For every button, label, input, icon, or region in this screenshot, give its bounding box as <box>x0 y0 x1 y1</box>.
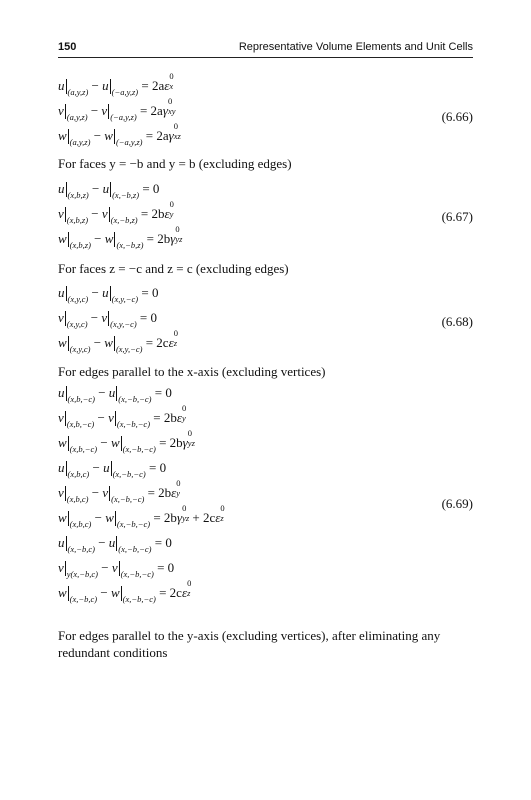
equation-row <box>58 285 158 302</box>
equation-result: = 2b <box>137 206 165 221</box>
rhs-variable: u <box>102 285 109 300</box>
sup-sub-script <box>187 428 195 452</box>
rhs-subscript: (x,y,−c) <box>111 294 139 304</box>
evaluation-bar <box>66 461 67 476</box>
minus-sign: − <box>94 410 109 425</box>
superscript-zero: 0 <box>169 199 174 209</box>
superscript-zero: 0 <box>176 478 181 488</box>
evaluation-bar <box>111 461 112 476</box>
rhs-variable: w <box>110 435 120 450</box>
minus-sign: − <box>88 206 102 221</box>
strain-symbol: γ <box>162 103 168 118</box>
evaluation-bar <box>110 286 111 301</box>
rhs-variable: u <box>102 181 110 196</box>
strain-subscript: y <box>182 413 186 423</box>
equation-result: = 0 <box>151 535 172 550</box>
lhs-subscript: (x,−b,c) <box>67 544 95 554</box>
lhs-variable: w <box>58 435 67 450</box>
evaluation-bar <box>119 561 120 576</box>
equation-result: = 2c <box>155 585 182 600</box>
rhs-subscript: (x,−b,z) <box>116 240 144 250</box>
superscript-zero: 0 <box>187 578 192 588</box>
evaluation-bar <box>121 436 122 451</box>
rhs-subscript: (x,−b,−c) <box>116 519 151 529</box>
equation-row <box>58 121 181 147</box>
rhs-subscript: (x,−b,−c) <box>120 569 154 579</box>
equation-result: = 0 <box>145 460 167 475</box>
rhs-variable: u <box>108 385 116 400</box>
minus-sign: − <box>88 181 103 196</box>
paragraph-edges-x: For edges parallel to the x-axis (excluding vertices) <box>58 364 326 379</box>
equation-row <box>58 199 174 225</box>
equation-row <box>58 385 172 402</box>
evaluation-bar <box>110 79 111 94</box>
minus-sign: − <box>88 285 103 300</box>
equation-number-6-69: (6.69) <box>441 496 473 511</box>
sup-sub-script <box>173 121 181 145</box>
strain-symbol: γ <box>170 231 176 246</box>
equation-row <box>58 71 174 97</box>
rhs-variable: w <box>104 335 113 350</box>
evaluation-bar <box>66 286 67 301</box>
rhs-subscript: (x,−b,−c) <box>112 469 146 479</box>
evaluation-bar <box>65 207 66 222</box>
evaluation-bar <box>65 104 66 119</box>
rhs-variable: v <box>101 310 108 325</box>
evaluation-bar <box>66 79 67 94</box>
strain-subscript: z <box>173 338 177 348</box>
evaluation-bar <box>110 182 111 197</box>
lhs-subscript: (x,b,z) <box>69 240 91 250</box>
strain-symbol: γ <box>182 435 188 450</box>
rhs-subscript: (x,−b,−c) <box>111 494 145 504</box>
equation-row <box>58 181 159 198</box>
equation-result: = 2b <box>155 435 183 450</box>
strain-symbol: ε <box>181 585 188 600</box>
strain-subscript: x <box>169 81 174 91</box>
page-number: 150 <box>58 41 77 53</box>
rhs-variable: w <box>104 128 113 143</box>
strain-subscript: yz <box>175 234 183 244</box>
paragraph-edges-y: For edges parallel to the y-axis (excluding vertices), after eliminating any redundant conditions <box>58 628 441 660</box>
strain-symbol: ε <box>168 335 174 350</box>
sup-sub-script <box>220 503 225 527</box>
lhs-variable: v <box>58 485 64 500</box>
strain-symbol: ε <box>164 206 170 221</box>
evaluation-bar <box>66 386 67 401</box>
paragraph-faces-y: For faces y = −b and y = b (excluding edges) <box>58 156 292 171</box>
equation-result: = 2c <box>142 335 169 350</box>
lhs-variable: v <box>58 103 64 118</box>
running-title: Representative Volume Elements and Unit Cells <box>238 41 473 53</box>
sup-sub-script <box>182 403 187 427</box>
rhs-variable: v <box>108 410 114 425</box>
equation-number-6-67: (6.67) <box>441 209 473 224</box>
evaluation-bar <box>109 486 110 501</box>
rhs-variable: v <box>101 103 108 118</box>
minus-sign: − <box>91 510 106 525</box>
lhs-variable: w <box>58 335 67 350</box>
equation-result: = 2b <box>150 410 177 425</box>
lhs-variable: v <box>58 560 64 575</box>
superscript-zero: 0 <box>173 328 178 338</box>
rhs-subscript: (−a,y,z) <box>115 137 143 147</box>
lhs-subscript: (a,y,z) <box>67 87 89 97</box>
equation-row <box>58 428 195 454</box>
lhs-variable: v <box>58 206 64 221</box>
equation-result: = 0 <box>136 310 158 325</box>
rhs-variable: w <box>105 510 114 525</box>
strain-subscript: z <box>220 513 224 523</box>
equation-result: = 0 <box>151 385 172 400</box>
minus-sign: − <box>97 435 111 450</box>
rhs-subscript: (x,−b,−c) <box>116 419 151 429</box>
lhs-subscript: (x,b,c) <box>69 519 92 529</box>
evaluation-bar <box>109 207 110 222</box>
evaluation-bar <box>114 129 115 144</box>
equation-result: = 2b <box>144 485 172 500</box>
strain-subscript: z <box>187 588 191 598</box>
rhs-subscript: (x,−b,−c) <box>118 544 152 554</box>
lhs-variable: u <box>58 285 65 300</box>
minus-sign: − <box>98 560 112 575</box>
strain-subscript: y <box>169 209 174 219</box>
lhs-variable: w <box>58 585 67 600</box>
strain-symbol: ε <box>215 510 221 525</box>
rhs-subscript: (x,y,−c) <box>110 319 137 329</box>
rhs-variable: v <box>101 206 108 221</box>
equation-row <box>58 503 225 529</box>
sup-sub-script <box>169 71 174 95</box>
rhs-variable: v <box>102 485 109 500</box>
lhs-variable: w <box>58 128 67 143</box>
superscript-zero: 0 <box>187 428 193 438</box>
strain-subscript: yz <box>182 513 190 523</box>
minus-sign: − <box>87 310 102 325</box>
equation-result: = 2b <box>143 231 171 246</box>
rhs-subscript: (x,−b,z) <box>110 215 138 225</box>
evaluation-bar <box>68 511 69 526</box>
equation-result: = 0 <box>153 560 175 575</box>
evaluation-bar <box>68 586 69 601</box>
evaluation-bar <box>65 486 66 501</box>
lhs-subscript: (x,y,c) <box>67 294 89 304</box>
equation-row <box>58 403 187 429</box>
equation-result: = 2a <box>138 78 165 93</box>
evaluation-bar <box>68 129 69 144</box>
equation-number-6-68: (6.68) <box>441 314 473 329</box>
equation-row <box>58 96 176 122</box>
superscript-zero: 0 <box>167 96 173 106</box>
paragraph-faces-z: For faces z = −c and z = c (excluding edges) <box>58 261 289 276</box>
rhs-variable: u <box>103 460 110 475</box>
equation-row <box>58 328 178 354</box>
rhs-subscript: (x,−b,−c) <box>122 444 156 454</box>
minus-sign: − <box>90 231 105 246</box>
strain-subscript: xy <box>167 106 176 116</box>
rhs-variable: w <box>110 585 120 600</box>
rhs-variable: w <box>104 231 114 246</box>
rhs-subscript: (x,−b,−c) <box>122 594 156 604</box>
superscript-zero: 0 <box>182 403 187 413</box>
rhs-subscript: (−a,y,z) <box>110 112 137 122</box>
sup-sub-script <box>173 328 178 352</box>
evaluation-bar <box>115 411 116 426</box>
lhs-variable: u <box>58 460 65 475</box>
equation-row <box>58 578 192 604</box>
lhs-subscript: (x,b,c) <box>67 469 90 479</box>
minus-sign: − <box>97 585 111 600</box>
lhs-subscript: (x,b,z) <box>66 215 89 225</box>
strain-subscript: yz <box>187 438 195 448</box>
strain-symbol: ε <box>176 410 183 425</box>
lhs-variable: w <box>58 510 67 525</box>
equation-row <box>58 535 172 552</box>
evaluation-bar <box>115 511 116 526</box>
evaluation-bar <box>68 232 69 247</box>
sup-sub-script <box>187 578 192 602</box>
lhs-variable: u <box>58 535 65 550</box>
sup-sub-script <box>182 503 190 527</box>
lhs-subscript: (x,−b,c) <box>69 594 98 604</box>
evaluation-bar <box>65 561 66 576</box>
equation-result: = 2a <box>136 103 163 118</box>
equation-row <box>58 310 157 327</box>
minus-sign: − <box>94 535 109 550</box>
equation-row <box>58 560 174 577</box>
lhs-variable: u <box>58 181 65 196</box>
lhs-subscript: (x,b,z) <box>67 190 89 200</box>
evaluation-bar <box>114 336 115 351</box>
running-header <box>58 38 473 56</box>
sup-sub-script <box>176 478 181 502</box>
superscript-zero: 0 <box>182 503 187 513</box>
lhs-subscript: y(x,−b,c) <box>66 569 98 579</box>
strain-symbol: ε <box>164 78 170 93</box>
lhs-variable: u <box>58 78 65 93</box>
minus-sign: − <box>90 335 105 350</box>
rhs-subscript: (x,−b,−c) <box>118 394 152 404</box>
strain-symbol: ε <box>171 485 177 500</box>
rhs-subscript: (−a,y,z) <box>111 87 139 97</box>
minus-sign: − <box>90 128 105 143</box>
superscript-zero: 0 <box>220 503 225 513</box>
equation-result: = 0 <box>138 285 159 300</box>
equation-number-6-66: (6.66) <box>441 109 473 124</box>
lhs-subscript: (x,b,−c) <box>69 444 98 454</box>
evaluation-bar <box>66 536 67 551</box>
sup-sub-script <box>167 96 176 120</box>
equation-row <box>58 224 183 250</box>
sup-sub-script <box>175 224 183 248</box>
lhs-variable: v <box>58 410 64 425</box>
lhs-variable: w <box>58 231 67 246</box>
header-rule <box>58 57 473 58</box>
rhs-variable: u <box>102 78 109 93</box>
lhs-subscript: (x,b,−c) <box>66 419 95 429</box>
lhs-subscript: (x,b,c) <box>66 494 89 504</box>
minus-sign: − <box>87 103 102 118</box>
lhs-variable: v <box>58 310 64 325</box>
minus-sign: − <box>89 460 104 475</box>
equation-result: = 2b <box>150 510 177 525</box>
rhs-subscript: (x,−b,z) <box>112 190 140 200</box>
equation-row <box>58 460 166 477</box>
rhs-variable: u <box>108 535 116 550</box>
lhs-subscript: (a,y,z) <box>69 137 91 147</box>
strain-symbol: γ <box>176 510 183 525</box>
rhs-variable: v <box>111 560 118 575</box>
equation-result: = 2a <box>142 128 169 143</box>
evaluation-bar <box>68 336 69 351</box>
equation-result: = 0 <box>139 181 160 196</box>
superscript-zero: 0 <box>173 121 178 131</box>
rhs-subscript: (x,y,−c) <box>115 344 143 354</box>
superscript-zero: 0 <box>169 71 174 81</box>
minus-sign: − <box>88 78 103 93</box>
lhs-subscript: (x,b,−c) <box>67 394 95 404</box>
strain-symbol: γ <box>168 128 174 143</box>
evaluation-bar <box>121 586 122 601</box>
minus-sign: − <box>88 485 103 500</box>
minus-sign: − <box>94 385 109 400</box>
evaluation-bar <box>65 411 66 426</box>
lhs-variable: u <box>58 385 65 400</box>
strain-subscript: y <box>176 488 181 498</box>
evaluation-bar <box>65 311 66 326</box>
strain-subscript: xz <box>173 131 181 141</box>
lhs-subscript: (x,y,c) <box>69 344 91 354</box>
equation-row <box>58 478 181 504</box>
sup-sub-script <box>169 199 174 223</box>
lhs-subscript: (x,y,c) <box>66 319 88 329</box>
evaluation-bar <box>66 182 67 197</box>
evaluation-bar <box>68 436 69 451</box>
superscript-zero: 0 <box>175 224 180 234</box>
extra-term: + 2c <box>189 510 216 525</box>
lhs-subscript: (a,y,z) <box>66 112 88 122</box>
